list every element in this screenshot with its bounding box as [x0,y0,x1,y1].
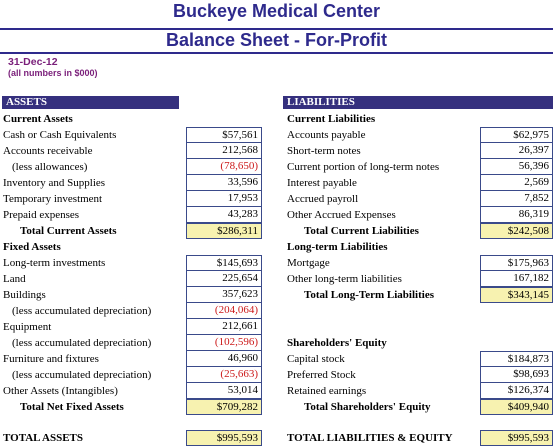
assets-row [3,367,269,383]
liabilities-row-value: 26,397 [480,143,553,159]
liabilities-row-value: 167,182 [480,271,553,287]
assets-row-value: 17,953 [186,191,262,207]
assets-row [3,191,269,207]
liabilities-row-value: $409,940 [480,399,553,415]
assets-row [3,383,269,399]
assets-row [3,255,269,271]
assets-row-label: Fixed Assets [3,241,61,253]
liabilities-row-value: 86,319 [480,207,553,223]
liabilities-row-value: $62,975 [480,127,553,143]
assets-row [3,127,269,143]
liabilities-row-label: Long-term Liabilities [287,241,388,253]
assets-row-label: Equipment [3,321,52,333]
assets-row-label: Total Net Fixed Assets [20,401,124,413]
assets-row-value: (102,596) [186,335,262,351]
assets-row-label: Prepaid expenses [3,209,80,221]
total-liabilities-equity-label: TOTAL LIABILITIES & EQUITY [287,432,453,444]
liabilities-row-value: $98,693 [480,367,553,383]
liabilities-row [287,287,553,303]
assets-row [3,223,269,239]
assets-row-value: 212,661 [186,319,262,335]
liabilities-row [287,319,553,335]
liabilities-row-value: $242,508 [480,223,553,239]
assets-row-label: Cash or Cash Equivalents [3,129,117,141]
liabilities-row [287,191,553,207]
liabilities-row-value: 2,569 [480,175,553,191]
assets-row-label: Long-term investments [3,257,106,269]
assets-row-value: 212,568 [186,143,262,159]
assets-row-value: (78,650) [186,159,262,175]
assets-row-label: (less accumulated depreciation) [12,337,152,349]
assets-row [3,271,269,287]
assets-row [3,319,269,335]
assets-row-label: Inventory and Supplies [3,177,106,189]
assets-row-label: (less allowances) [12,161,88,173]
assets-row-label: Accounts receivable [3,145,93,157]
assets-row-label: Land [3,273,26,285]
liabilities-row [287,127,553,143]
liabilities-row-label: Accounts payable [287,129,366,141]
liabilities-row-value: $126,374 [480,383,553,399]
assets-row-label: Total Current Assets [20,225,117,237]
assets-row-label: Buildings [3,289,46,301]
liabilities-row [287,159,553,175]
assets-row [3,143,269,159]
assets-row-label: Other Assets (Intangibles) [3,385,118,397]
assets-row-label: (less accumulated depreciation) [12,369,152,381]
assets-row-value: (204,064) [186,303,262,319]
liabilities-row-value: $175,963 [480,255,553,271]
assets-row [3,399,269,415]
liabilities-row-label: Shareholders' Equity [287,337,387,349]
liabilities-row [287,223,553,239]
liabilities-row [287,303,553,319]
liabilities-row [287,111,553,127]
assets-row-value: $286,311 [186,223,262,239]
units-note: (all numbers in $000) [8,68,98,78]
liabilities-row [287,255,553,271]
assets-row-label: Furniture and fixtures [3,353,99,365]
liabilities-row-value: 7,852 [480,191,553,207]
liabilities-row-label: Other long-term liabilities [287,273,402,285]
liabilities-row-label: Short-term notes [287,145,361,157]
assets-row [3,303,269,319]
total-liabilities-equity-value: $995,593 [480,430,553,446]
assets-row-value: $145,693 [186,255,262,271]
page-title: Buckeye Medical Center [172,1,381,21]
report-date: 31-Dec-12 [8,56,58,68]
liabilities-row [287,399,553,415]
liabilities-row [287,175,553,191]
page-subtitle: Balance Sheet - For-Profit [165,30,388,50]
assets-heading: ASSETS [2,96,179,109]
liabilities-row [287,239,553,255]
liabilities-row [287,367,553,383]
liabilities-row-label: Interest payable [287,177,357,189]
assets-row-value: 33,596 [186,175,262,191]
liabilities-row-label: Accrued payroll [287,193,359,205]
total-assets-label: TOTAL ASSETS [3,432,84,444]
liabilities-row-label: Other Accrued Expenses [287,209,396,221]
liabilities-heading: LIABILITIES [283,96,553,109]
liabilities-row-value: $343,145 [480,287,553,303]
liabilities-row [287,143,553,159]
assets-row-label: (less accumulated depreciation) [12,305,152,317]
assets-row [3,111,269,127]
assets-row-value: 225,654 [186,271,262,287]
liabilities-row [287,335,553,351]
assets-row [3,207,269,223]
subtitle-rule [0,52,553,54]
liabilities-row-label: Retained earnings [287,385,367,397]
liabilities-row [287,271,553,287]
assets-row-value: $57,561 [186,127,262,143]
assets-row-value: 357,623 [186,287,262,303]
assets-row [3,287,269,303]
assets-row [3,239,269,255]
liabilities-row-label: Mortgage [287,257,330,269]
liabilities-row-label: Total Long-Term Liabilities [304,289,434,301]
assets-row-value: (25,663) [186,367,262,383]
liabilities-row-value: 56,396 [480,159,553,175]
liabilities-row-label: Capital stock [287,353,345,365]
assets-row-label: Current Assets [3,113,73,125]
assets-row-label: Temporary investment [3,193,103,205]
liabilities-row-label: Current Liabilities [287,113,376,125]
liabilities-row-label: Current portion of long-term notes [287,161,440,173]
assets-row [3,159,269,175]
liabilities-row [287,351,553,367]
assets-row [3,351,269,367]
liabilities-row [287,383,553,399]
liabilities-row-value: $184,873 [480,351,553,367]
liabilities-row-label: Total Shareholders' Equity [304,401,431,413]
assets-row-value: $709,282 [186,399,262,415]
assets-row-value: 53,014 [186,383,262,399]
liabilities-row-label: Total Current Liabilities [304,225,419,237]
assets-row [3,335,269,351]
assets-row [3,175,269,191]
total-assets-value: $995,593 [186,430,262,446]
assets-row-value: 46,960 [186,351,262,367]
liabilities-row-label: Preferred Stock [287,369,356,381]
liabilities-row [287,207,553,223]
assets-row-value: 43,283 [186,207,262,223]
